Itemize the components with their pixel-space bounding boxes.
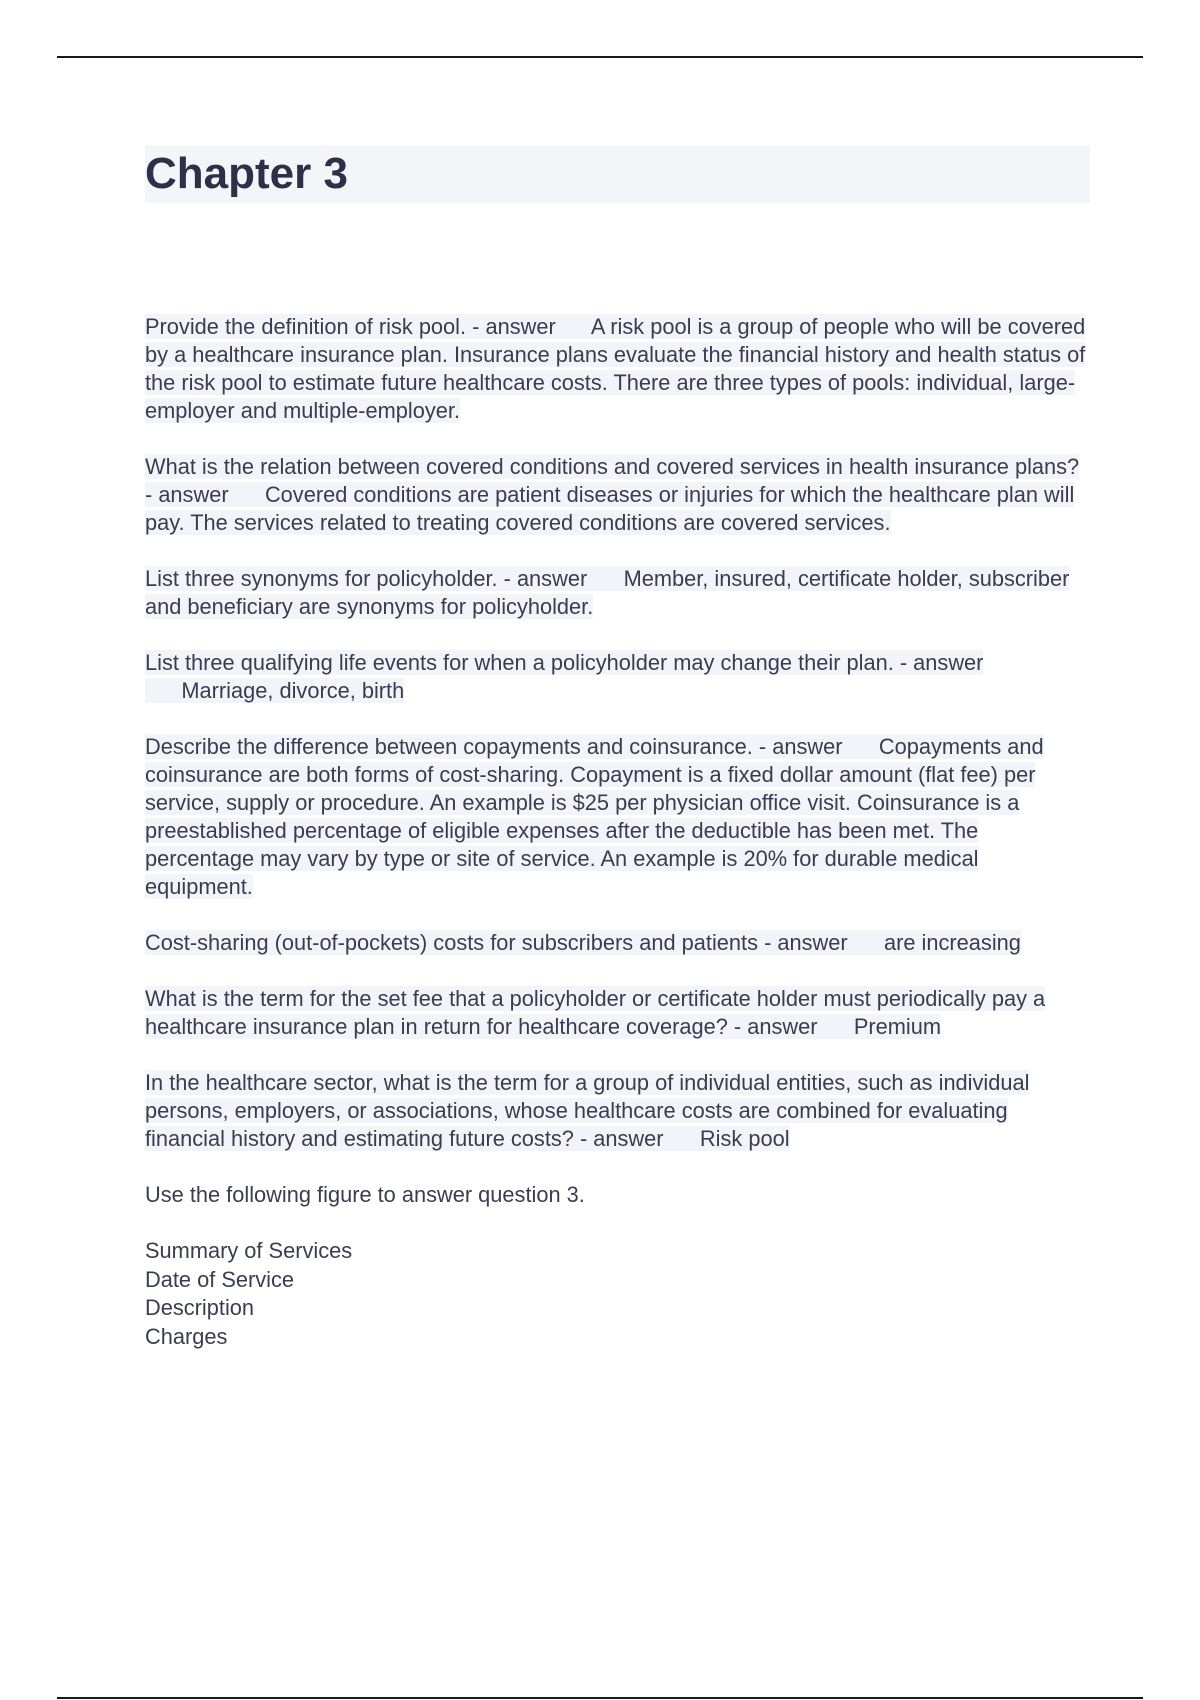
summary-col-charges: Charges: [145, 1323, 228, 1349]
answer-label: - answer: [145, 482, 229, 507]
answer-label: - answer: [733, 1014, 818, 1039]
answer-text: Member, insured, certificate holder, subscriber and beneficiary are synonyms for policyholder.: [145, 566, 1070, 619]
qa-item: [145, 929, 1090, 957]
summary-col-date: Date of Service: [145, 1266, 295, 1292]
summary-of-services: [145, 1237, 1090, 1351]
answer-text: A risk pool is a group of people who will be covered by a healthcare insurance plan. Insurance plans evaluate the financial history and health status of the risk pool to estimate future healthcare costs. There are three types of pools: individual, large-employer and multiple-employer.: [145, 314, 1086, 423]
question-text: What is the term for the set fee that a policyholder or certificate holder must periodically pay a healthcare insurance plan in return for healthcare coverage?: [145, 986, 1046, 1039]
answer-text: Risk pool: [699, 1126, 790, 1151]
qa-item: [145, 1069, 1090, 1153]
answer-text: Premium: [853, 1014, 942, 1039]
answer-label: - answer: [764, 930, 848, 955]
qa-item: [145, 733, 1090, 901]
answer-label: - answer: [899, 650, 984, 675]
answer-text: Marriage, divorce, birth: [181, 678, 405, 703]
qa-item: [145, 453, 1090, 537]
qa-item: [145, 649, 1090, 705]
qa-list: [145, 313, 1090, 1351]
page-title: Chapter 3: [145, 149, 348, 198]
answer-text: are increasing: [884, 930, 1021, 955]
answer-label: - answer: [503, 566, 588, 591]
answer-text: Covered conditions are patient diseases or injuries for which the healthcare plan will pay. The services related to treating covered conditions are covered services.: [145, 482, 1075, 535]
summary-heading: Summary of Services: [145, 1238, 353, 1263]
document-body: [145, 145, 1090, 1351]
answer-label: - answer: [472, 314, 556, 339]
summary-col-description: Description: [145, 1295, 255, 1320]
question-text: Cost-sharing (out-of-pockets) costs for subscribers and patients: [145, 930, 758, 955]
top-rule: [57, 56, 1143, 58]
answer-text: Copayments and coinsurance are both forms of cost-sharing. Copayment is a fixed dollar amount (flat fee) per service, supply or procedure. An example is $25 per physician office visit. Coinsurance is a preestablished percentage of eligible expenses after the deductible has been met. The percentage may vary by type or site of service. An example is 20% for durable medical equipment.: [145, 734, 1044, 899]
question-text: Describe the difference between copayments and coinsurance.: [145, 734, 753, 759]
title-band: [145, 145, 1090, 203]
question-text: List three qualifying life events for when a policyholder may change their plan.: [145, 650, 894, 675]
bottom-rule: [57, 1697, 1143, 1699]
figure-instruction: Use the following figure to answer question 3.: [145, 1182, 585, 1207]
question-text: In the healthcare sector, what is the term for a group of individual entities, such as individual persons, employers, or associations, whose healthcare costs are combined for evaluating financial history and estimating future costs?: [145, 1070, 1030, 1151]
question-text: List three synonyms for policyholder.: [145, 566, 498, 591]
question-text: Provide the definition of risk pool.: [145, 314, 467, 339]
answer-label: - answer: [579, 1126, 664, 1151]
answer-label: - answer: [758, 734, 843, 759]
qa-item: [145, 565, 1090, 621]
qa-item: [145, 985, 1090, 1041]
qa-item: [145, 313, 1090, 425]
question-text: What is the relation between covered conditions and covered services in health insurance plans?: [145, 454, 1080, 479]
